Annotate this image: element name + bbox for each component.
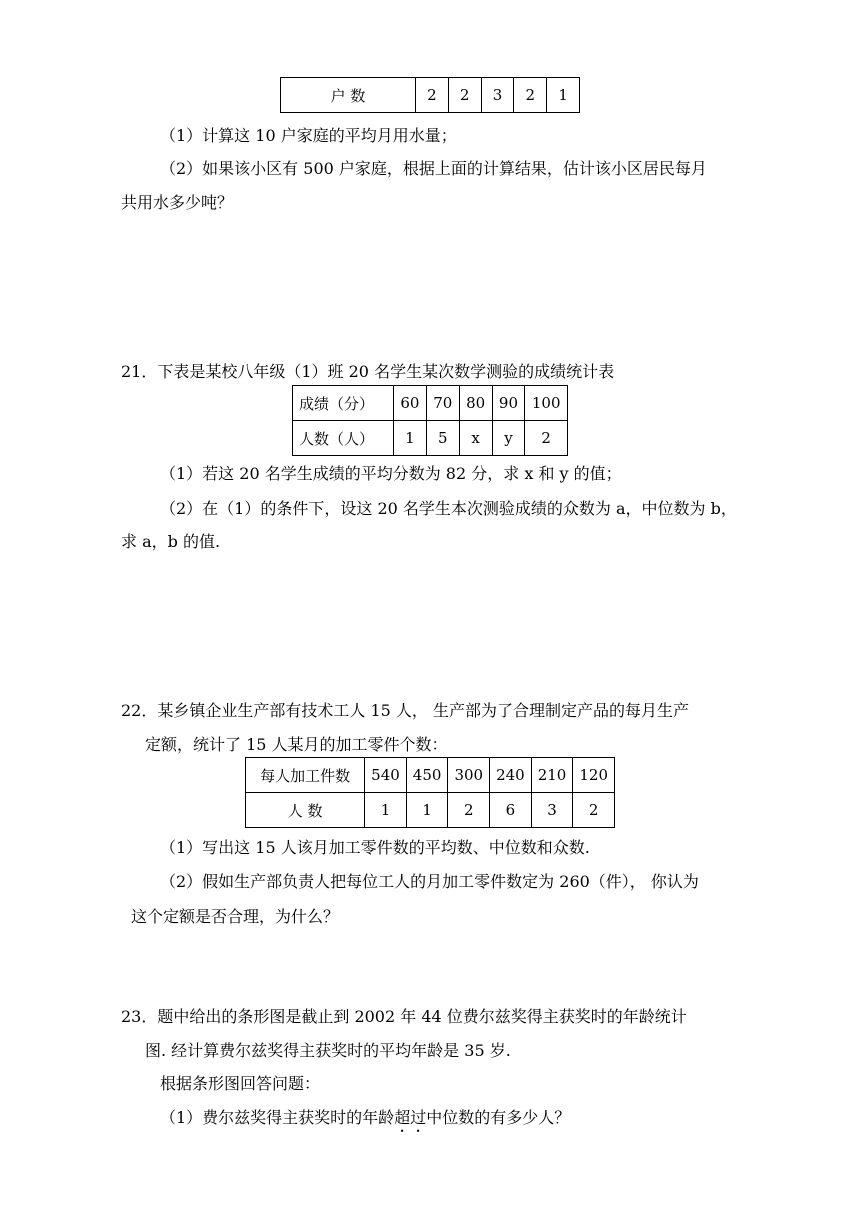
q22-part2-line1: （2）假如生产部负责人把每位工人的月加工零件数定为 260（件）， 你认为 xyxy=(160,872,699,891)
table-cell: 2 xyxy=(525,421,568,456)
table-cell: 1 xyxy=(365,793,407,828)
q23-part1-emphasis: 超过 xyxy=(394,1108,427,1127)
q23-part1-before: （1）费尔兹奖得主获奖时的年龄 xyxy=(160,1108,395,1127)
table-cell: 1 xyxy=(406,793,448,828)
parts-table xyxy=(245,757,615,828)
table-cell: y xyxy=(492,421,525,456)
table-row xyxy=(293,386,568,421)
table-row-label: 户 数 xyxy=(281,78,416,113)
table-cell: 60 xyxy=(394,386,427,421)
q22-part1: （1）写出这 15 人该月加工零件数的平均数、中位数和众数. xyxy=(160,838,590,857)
table-row-label: 人 数 xyxy=(246,793,365,828)
q22-title-line1: 22．某乡镇企业生产部有技术工人 15 人， 生产部为了合理制定产品的每月生产 xyxy=(121,701,689,720)
q21-part2-line2: 求 a，b 的值. xyxy=(121,532,221,551)
table-cell: 120 xyxy=(573,758,615,793)
table-cell: 2 xyxy=(514,78,547,113)
table-row xyxy=(246,758,615,793)
q21-part1: （1）若这 20 名学生成绩的平均分数为 82 分，求 x 和 y 的值； xyxy=(160,464,622,483)
table-cell: 540 xyxy=(365,758,407,793)
table-cell: x xyxy=(459,421,492,456)
table-cell: 2 xyxy=(448,78,481,113)
q20-part2-line2: 共用水多少吨？ xyxy=(121,193,234,212)
q22-title-line2: 定额，统计了 15 人某月的加工零件个数： xyxy=(145,735,448,754)
table-cell: 240 xyxy=(490,758,532,793)
table-cell: 1 xyxy=(547,78,580,113)
q20-part1: （1）计算这 10 户家庭的平均月用水量； xyxy=(160,126,457,145)
table-cell: 210 xyxy=(531,758,573,793)
table-cell: 450 xyxy=(406,758,448,793)
table-cell: 90 xyxy=(492,386,525,421)
table-row xyxy=(281,78,580,113)
table-row xyxy=(246,793,615,828)
q22-part2-line2: 这个定额是否合理，为什么？ xyxy=(131,907,340,926)
table-cell: 5 xyxy=(426,421,459,456)
table-cell: 300 xyxy=(448,758,490,793)
table-row-label: 每人加工件数 xyxy=(246,758,365,793)
table-cell: 1 xyxy=(394,421,427,456)
score-table xyxy=(292,385,568,456)
table-row xyxy=(293,421,568,456)
q21-title: 21．下表是某校八年级（1）班 20 名学生某次数学测验的成绩统计表 xyxy=(121,362,615,381)
q23-title-line2: 图. 经计算费尔兹奖得主获奖时的平均年龄是 35 岁. xyxy=(145,1041,511,1060)
household-count-table xyxy=(280,77,580,113)
q20-part2-line1: （2）如果该小区有 500 户家庭，根据上面的计算结果，估计该小区居民每月 xyxy=(160,159,707,178)
table-row-label: 人数（人） xyxy=(293,421,394,456)
q21-part2-line1: （2）在（1）的条件下，设这 20 名学生本次测验成绩的众数为 a，中位数为 b， xyxy=(160,499,737,518)
table-cell: 70 xyxy=(426,386,459,421)
q23-part1-after: 中位数的有多少人？ xyxy=(426,1108,571,1127)
table-cell: 100 xyxy=(525,386,568,421)
table-cell: 2 xyxy=(416,78,449,113)
table-cell: 80 xyxy=(459,386,492,421)
q23-part1 xyxy=(160,1107,570,1136)
table-cell: 6 xyxy=(490,793,532,828)
table-cell: 2 xyxy=(448,793,490,828)
q23-instruction: 根据条形图回答问题： xyxy=(160,1074,321,1093)
table-cell: 3 xyxy=(531,793,573,828)
table-cell: 2 xyxy=(573,793,615,828)
q23-title-line1: 23．题中给出的条形图是截止到 2002 年 44 位费尔兹奖得主获奖时的年龄统计 xyxy=(121,1007,687,1026)
table-cell: 3 xyxy=(481,78,514,113)
table-row-label: 成绩（分） xyxy=(293,386,394,421)
